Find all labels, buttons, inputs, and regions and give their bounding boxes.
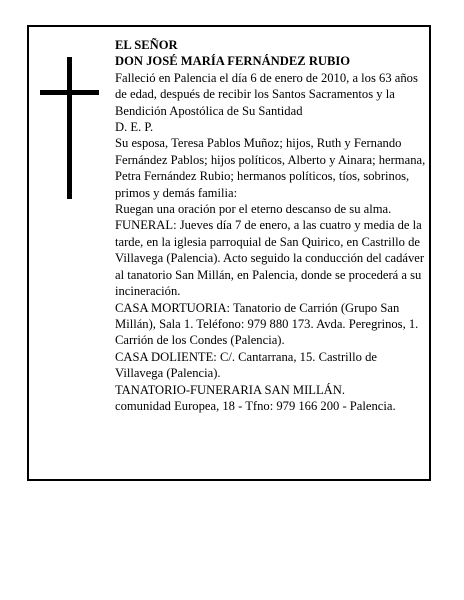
cross-icon (67, 57, 72, 199)
funeraria-address: comunidad Europea, 18 - Tfno: 979 166 200 - Palencia. (115, 398, 396, 413)
prayer-request: Ruegan una oración por el eterno descanso de su alma. (115, 202, 392, 217)
notice-title: EL SEÑOR (115, 38, 178, 52)
funeraria-name: TANATORIO-FUNERARIA SAN MILLÁN. (115, 382, 345, 397)
deceased-name: DON JOSÉ MARÍA FERNÁNDEZ RUBIO (115, 54, 351, 69)
cross-icon-bar (40, 90, 99, 95)
casa-mortuoria: CASA MORTUORIA: Tanatorio de Carrión (Grupo San Millán), Sala 1. Teléfono: 979 880 173. Avda. Peregrinos, 1. Carrión de los Condes (Palencia). (115, 300, 419, 348)
funeral-details: FUNERAL: Jueves día 7 de enero, a las cuatro y media de la tarde, en la iglesia parroquial de San Quirico, en Castrillo de Villavega (Palencia). Acto seguido la conducción del cadáver al tanatorio San Millán, en Palencia, donde se procederá a su incineración. (115, 218, 425, 299)
notice-text (115, 37, 427, 414)
death-statement: Falleció en Palencia el día 6 de enero de 2010, a los 63 años de edad, después de recibir los Santos Sacramentos y la Bendición Apostólica de Su Santidad (115, 70, 418, 118)
obituary-notice (27, 25, 431, 481)
family-list: Su esposa, Teresa Pablos Muñoz; hijos, Ruth y Fernando Fernández Pablos; hijos políticos, Alberto y Ainara; hermana, Petra Fernández Rubio; hermanos políticos, tíos, sobrinos, primos y demás familia: (115, 136, 426, 200)
casa-doliente: CASA DOLIENTE: C/. Cantarrana, 15. Castrillo de Villavega (Palencia). (115, 349, 377, 381)
rip-line: D. E. P. (115, 120, 154, 135)
